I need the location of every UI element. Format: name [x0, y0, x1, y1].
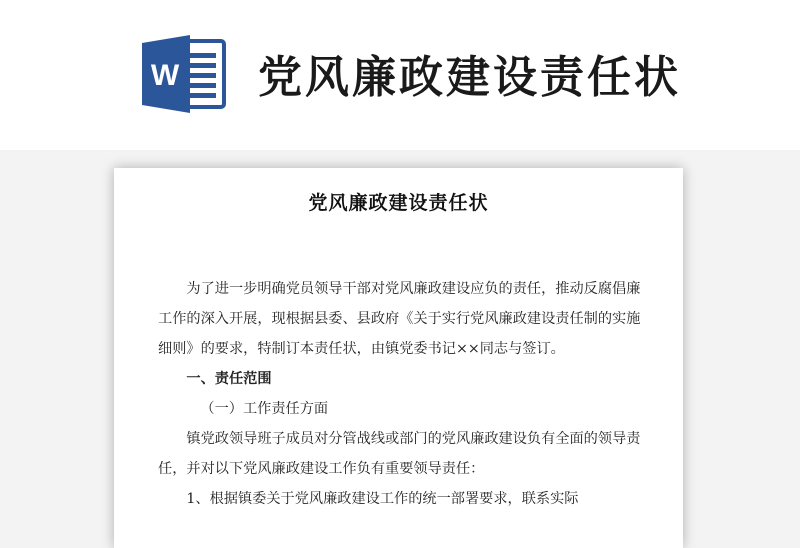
document-title: 党风廉政建设责任状 — [308, 192, 489, 214]
document-body — [158, 274, 641, 514]
banner-title: 党风廉政建设责任状 — [258, 52, 681, 103]
list-item-1: 1、根据镇委关于党风廉政建设工作的统一部署要求，联系实际 — [186, 491, 579, 507]
body-paragraph: 镇党政领导班子成员对分管战线或部门的党风廉政建设负有全面的领导责任，并对以下党风廉政建设工作负有重要领导责任： — [158, 431, 641, 477]
banner — [0, 0, 800, 150]
document-page — [114, 168, 683, 548]
intro-paragraph: 为了进一步明确党员领导干部对党风廉政建设应负的责任，推动反腐倡廉工作的深入开展，现根据县委、县政府《关于实行党风廉政建设责任制的实施细则》的要求，特制订本责任状，由镇党委书记××同志与签订。 — [158, 281, 641, 357]
word-document-icon — [142, 35, 230, 113]
word-icon-letter: W — [150, 59, 180, 92]
section-heading: 一、责任范围 — [186, 371, 272, 387]
subsection-heading: （一）工作责任方面 — [200, 401, 329, 417]
